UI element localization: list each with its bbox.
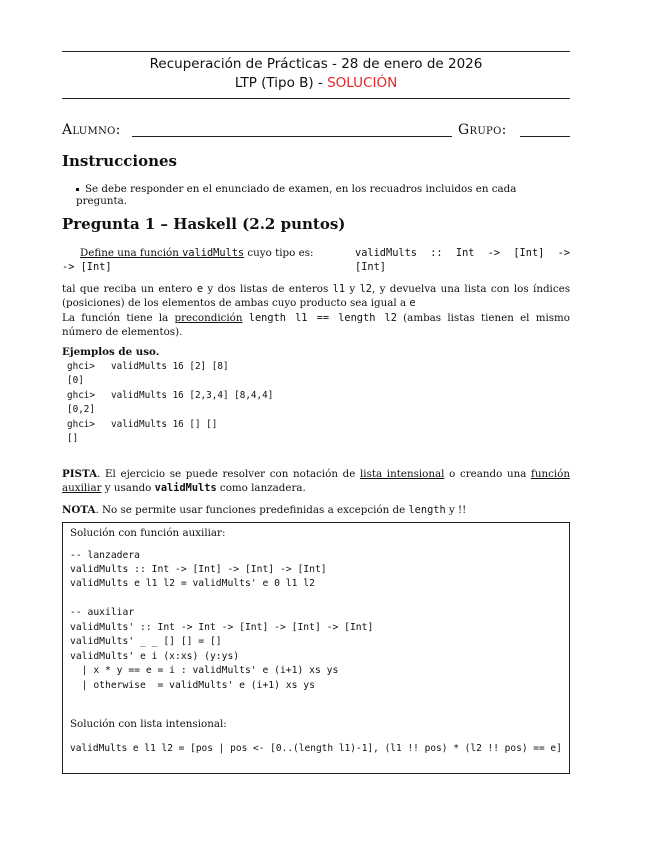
student-info-row (62, 122, 570, 142)
define-prefix: Define una función validMults (80, 247, 245, 259)
code-line: validMults e l1 l2 = validMults' e 0 l1 l2 (70, 578, 315, 589)
type-signature: validMults :: Int -> [Int] -> [Int] (355, 247, 570, 273)
instructions-heading: Instrucciones (62, 152, 177, 170)
alumno-field[interactable] (132, 136, 452, 137)
example-input: ghci> validMults 16 [2,3,4] [8,4,4] (67, 390, 274, 401)
instructions-item-text: Se debe responder en el enunciado de examen, en los recuadros incluidos en cada pregunta. (76, 183, 517, 207)
bullet-icon (76, 188, 79, 191)
header-top-rule (62, 51, 570, 52)
question-1-description: tal que reciba un entero e y dos listas de enteros l1 y l2, y devuelva una lista con los índices (posiciones) de los elementos de ambas cuyo producto sea igual a e (62, 283, 570, 309)
code-line: validMults' :: Int -> Int -> [Int] -> [Int] -> [Int] (70, 622, 374, 633)
header-bottom-rule (62, 98, 570, 99)
instructions-item (76, 183, 570, 207)
answer-box[interactable] (62, 522, 570, 774)
alumno-label: Alumno: (62, 122, 121, 138)
intensional-solution-heading: Solución con lista intensional: (70, 718, 227, 730)
solution-label: SOLUCIÓN (327, 75, 398, 91)
exam-title: Recuperación de Prácticas - 28 de enero de 2026 (149, 56, 483, 72)
code-line: -- lanzadera (70, 550, 140, 561)
aux-solution-heading: Solución con función auxiliar: (70, 527, 226, 539)
example-input: ghci> validMults 16 [2] [8] (67, 361, 229, 372)
example-output: [] (67, 433, 79, 444)
code-line: validMults e l1 l2 = [pos | pos <- [0..(length l1)-1], (l1 !! pos) * (l2 !! pos) == e] (70, 743, 562, 754)
grupo-field[interactable] (520, 136, 570, 137)
example-output: [0] (67, 375, 84, 386)
examples-heading: Ejemplos de uso. (62, 346, 160, 358)
code-line: validMults' _ _ [] [] = [] (70, 636, 222, 647)
code-line: | otherwise = validMults' e (i+1) xs ys (70, 680, 315, 691)
code-line: validMults :: Int -> [Int] -> [Int] -> [Int] (70, 564, 327, 575)
exam-subtitle-course: LTP (Tipo B) - (234, 75, 328, 91)
question-1-definition (62, 246, 570, 273)
type-signature-cont: -> [Int] (62, 261, 112, 273)
example-input: ghci> validMults 16 [] [] (67, 419, 218, 430)
question-1-precondition: La función tiene la precondición length l1 == length l2 (ambas listas tienen el mismo número de elementos). (62, 312, 570, 338)
question-1-heading: Pregunta 1 – Haskell (2.2 puntos) (62, 215, 346, 233)
code-line: -- auxiliar (70, 607, 135, 618)
code-line: | x * y == e = i : validMults' e (i+1) xs ys (70, 665, 339, 676)
note-paragraph: NOTA. No se permite usar funciones predefinidas a excepción de length y !! (62, 504, 467, 516)
code-line: validMults' e i (x:xs) (y:ys) (70, 651, 240, 662)
grupo-label: Grupo: (458, 122, 507, 138)
exam-subtitle (62, 75, 570, 91)
hint-paragraph: PISTA. El ejercicio se puede resolver con notación de lista intensional o creando una función auxiliar y usando validMults como lanzadera. (62, 468, 570, 494)
define-suffix: cuyo tipo es: (244, 247, 314, 259)
example-output: [0,2] (67, 404, 95, 415)
